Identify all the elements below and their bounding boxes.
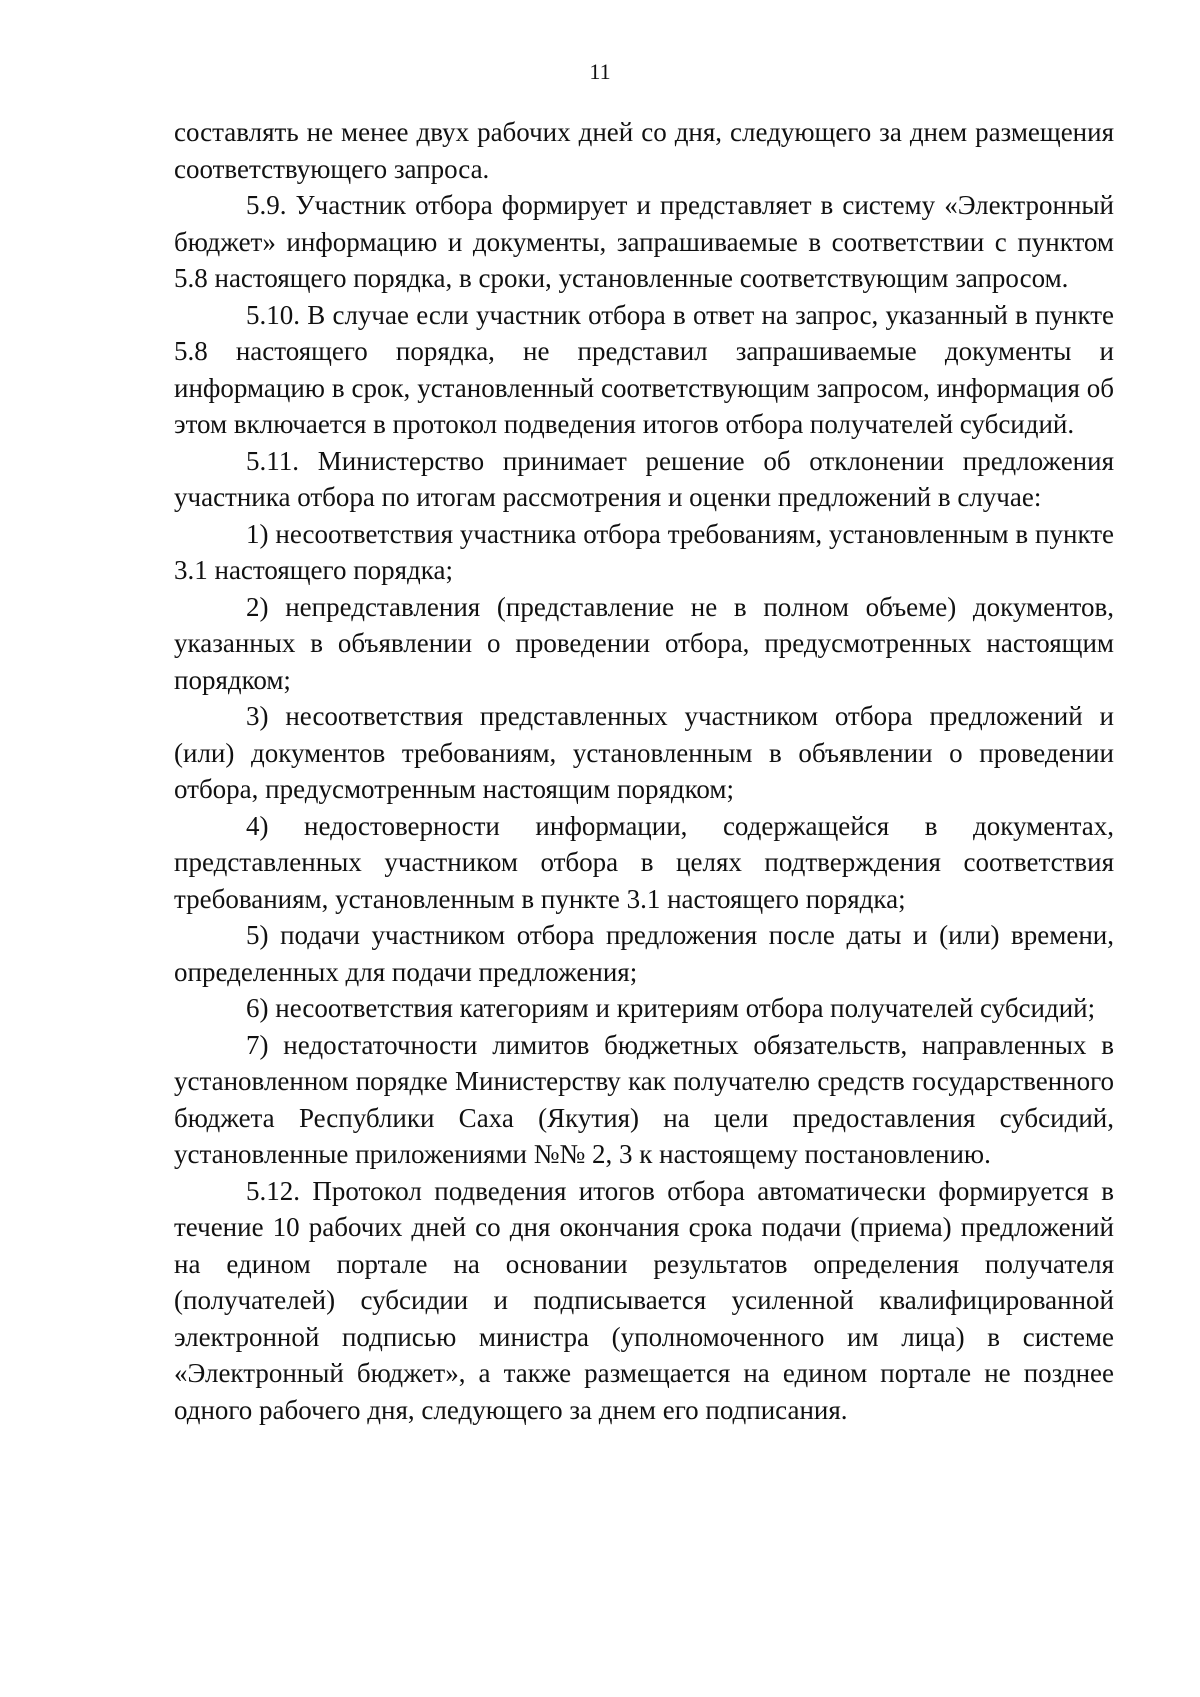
list-item-6: 6) несоответствия категориям и критериям отбора получателей субсидий; <box>246 993 1096 1023</box>
list-item-4: 4) недостоверности информации, содержащейся в документах, представленных участником отбора в целях подтверждения соответствия требованиям, установленным в пункте 3.1 настоящего порядка; <box>174 810 1114 914</box>
paragraph-continuation: составлять не менее двух рабочих дней со дня, следующего за днем размещения соответствующего запроса. <box>174 117 1114 184</box>
list-item-2: 2) непредставления (представление не в полном объеме) документов, указанных в объявлении о проведении отбора, предусмотренных настоящим порядком; <box>174 591 1114 695</box>
list-item-5: 5) подачи участником отбора предложения после даты и (или) времени, определенных для подачи предложения; <box>174 920 1114 987</box>
list-item-7: 7) недостаточности лимитов бюджетных обязательств, направленных в установленном порядке Министерству как получателю средств государственного бюджета Республики Саха (Якутия) на цели предоставления субсидий, установленные приложениями №№ 2, 3 к настоящему постановлению. <box>174 1029 1114 1169</box>
paragraph-5-10: 5.10. В случае если участник отбора в ответ на запрос, указанный в пункте 5.8 настоящего порядка, не представил запрашиваемые документы и информацию в срок, установленный соответствующим запросом, информация об этом включается в протокол подведения итогов отбора получателей субсидий. <box>174 299 1114 439</box>
page-number: 11 <box>589 59 611 84</box>
list-item-1: 1) несоответствия участника отбора требованиям, установленным в пункте 3.1 настоящего порядка; <box>174 518 1114 585</box>
document-body <box>174 114 1114 1428</box>
paragraph-5-12: 5.12. Протокол подведения итогов отбора автоматически формируется в течение 10 рабочих дней со дня окончания срока подачи (приема) предложений на едином портале на основании результатов определения получателя (получателей) субсидии и подписывается усиленной квалифицированной электронной подписью министра (уполномоченного им лица) в системе «Электронный бюджет», а также размещается на едином портале не позднее одного рабочего дня, следующего за днем его подписания. <box>174 1175 1114 1425</box>
paragraph-5-11: 5.11. Министерство принимает решение об отклонении предложения участника отбора по итогам рассмотрения и оценки предложений в случае: <box>174 445 1114 512</box>
list-item-3: 3) несоответствия представленных участником отбора предложений и (или) документов требованиям, установленным в объявлении о проведении отбора, предусмотренным настоящим порядком; <box>174 701 1114 804</box>
paragraph-5-9: 5.9. Участник отбора формирует и представляет в систему «Электронный бюджет» информацию и документы, запрашиваемые в соответствии с пунктом 5.8 настоящего порядка, в сроки, установленные соответствующим запросом. <box>174 190 1114 293</box>
